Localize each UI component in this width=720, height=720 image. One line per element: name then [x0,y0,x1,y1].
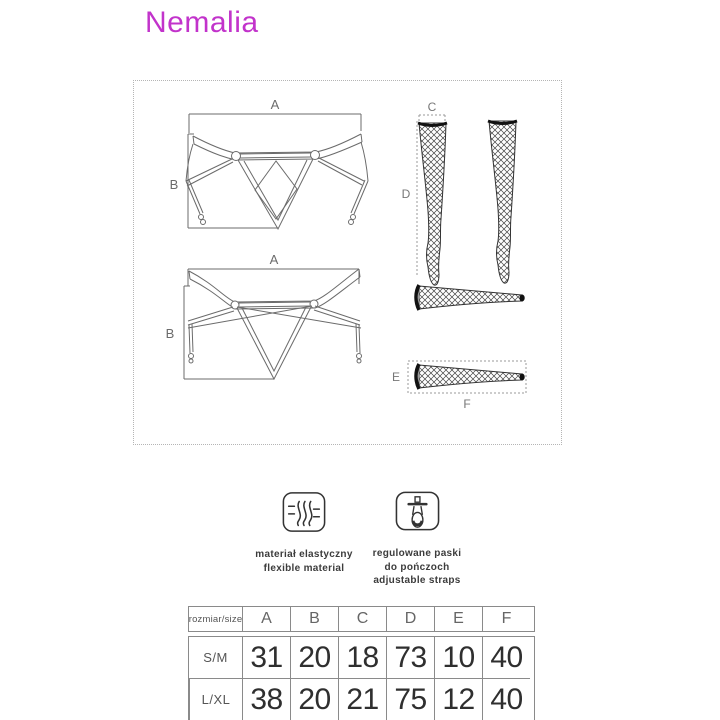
value-sm-b: 20 [290,637,338,678]
value-lxl-e: 12 [434,678,482,720]
value-sm-d: 73 [386,637,434,678]
dim-label-a-front: A [270,97,280,112]
dim-label-e: E [391,370,401,384]
dim-label-a-back: A [269,252,279,267]
feature-adjustable-straps [347,487,487,588]
value-sm-a: 31 [242,637,290,678]
adjustable-straps-icon [394,487,441,535]
size-table-header [188,606,535,632]
garter-front-drawing [186,114,368,229]
row-label-sm: S/M [203,650,228,665]
header-cell-size: rozmiar/size [188,613,243,625]
value-lxl-a: 38 [242,678,290,720]
feature-caption-line: adjustable straps [373,575,461,586]
header-cell-f: F [482,607,530,631]
feature-caption-line: flexible material [263,562,345,574]
stockings-vertical-drawing [417,115,517,285]
value-sm-e: 10 [434,637,482,678]
value-lxl-d: 75 [386,678,434,720]
header-cell-e: E [434,607,482,631]
header-cell-c: C [338,607,386,631]
elastic-material-icon [281,488,327,536]
dim-label-d: D [401,187,411,201]
measurement-diagram [134,81,560,443]
dim-label-c: C [427,100,437,114]
feature-caption-line: materiał elastyczny [255,549,353,560]
row-label-lxl: L/XL [189,678,242,720]
header-cell-a: A [242,607,290,631]
value-lxl-b: 20 [290,678,338,720]
garter-back-drawing [184,269,362,379]
value-lxl-c: 21 [338,678,386,720]
header-cell-b: B [290,607,338,631]
value-sm-f: 40 [482,637,530,678]
page-title: Nemalia [145,6,259,39]
measurement-diagram-box [133,80,562,445]
dim-label-f: F [463,397,471,411]
value-sm-c: 18 [338,637,386,678]
value-lxl-f: 40 [482,678,530,720]
stockings-horizontal-drawing [408,285,526,393]
dim-label-b-front: B [169,177,179,192]
feature-caption-line: do pończoch [384,561,450,573]
size-table-body [188,636,535,720]
header-cell-d: D [386,607,434,631]
size-table [188,606,535,720]
feature-caption-line: regulowane paski [372,548,462,559]
dim-label-b-back: B [165,326,175,341]
